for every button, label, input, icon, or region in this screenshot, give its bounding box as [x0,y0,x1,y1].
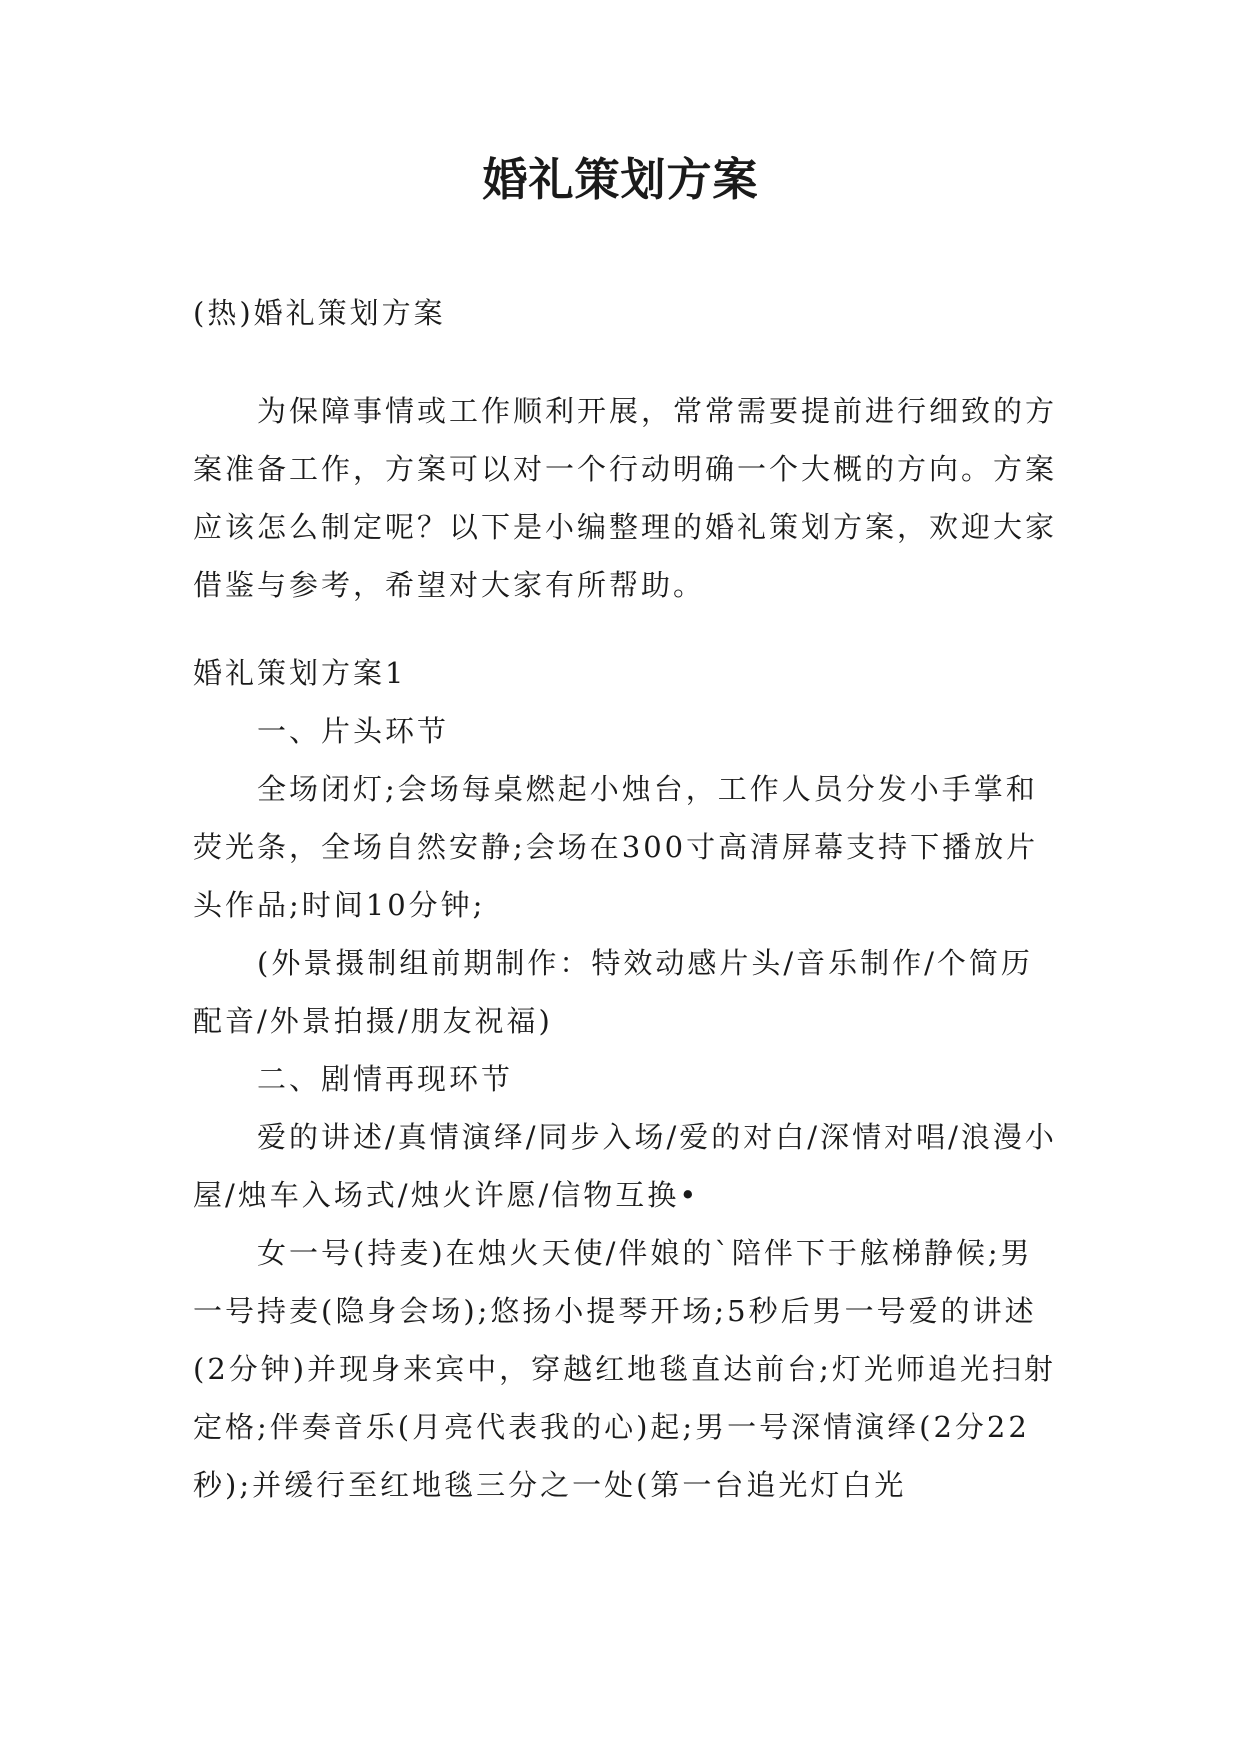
spacer [193,342,1063,382]
section-heading-1: 一、片头环节 [257,714,450,748]
document-subtitle: (热)婚礼策划方案 [193,296,446,330]
body-paragraph: 全场闭灯;会场每桌燃起小烛台，工作人员分发小手掌和荧光条，全场自然安静;会场在300寸高清屏幕支持下播放片头作品;时间10分钟; [193,772,1039,922]
document-title: 婚礼策划方案 [482,153,759,206]
spacer [193,614,1063,644]
body-paragraph: 爱的讲述/真情演绎/同步入场/爱的对白/深情对唱/浪漫小屋/烛车入场式/烛火许愿/信物互换• [193,1120,1057,1212]
section-title: 婚礼策划方案1 [193,656,407,690]
intro-paragraph: 为保障事情或工作顺利开展，常常需要提前进行细致的方案准备工作，方案可以对一个行动明确一个大概的方向。方案应该怎么制定呢？以下是小编整理的婚礼策划方案，欢迎大家借鉴与参考，希望对大家有所帮助。 [193,394,1058,602]
body-paragraph: (外景摄制组前期制作：特效动感片头/音乐制作/个简历配音/外景拍摄/朋友祝福) [193,946,1033,1038]
body-paragraph: 女一号(持麦)在烛火天使/伴娘的`陪伴下于舷梯静候;男一号持麦(隐身会场);悠扬小提琴开场;5秒后男一号爱的讲述(2分钟)并现身来宾中，穿越红地毯直达前台;灯光师追光扫射定格;伴奏音乐(月亮代表我的心)起;男一号深情演绎(2分22秒);并缓行至红地毯三分之一处(第一台追光灯白光 [193,1236,1056,1502]
section-heading-2: 二、剧情再现环节 [257,1062,514,1096]
document-body [193,284,1063,1514]
